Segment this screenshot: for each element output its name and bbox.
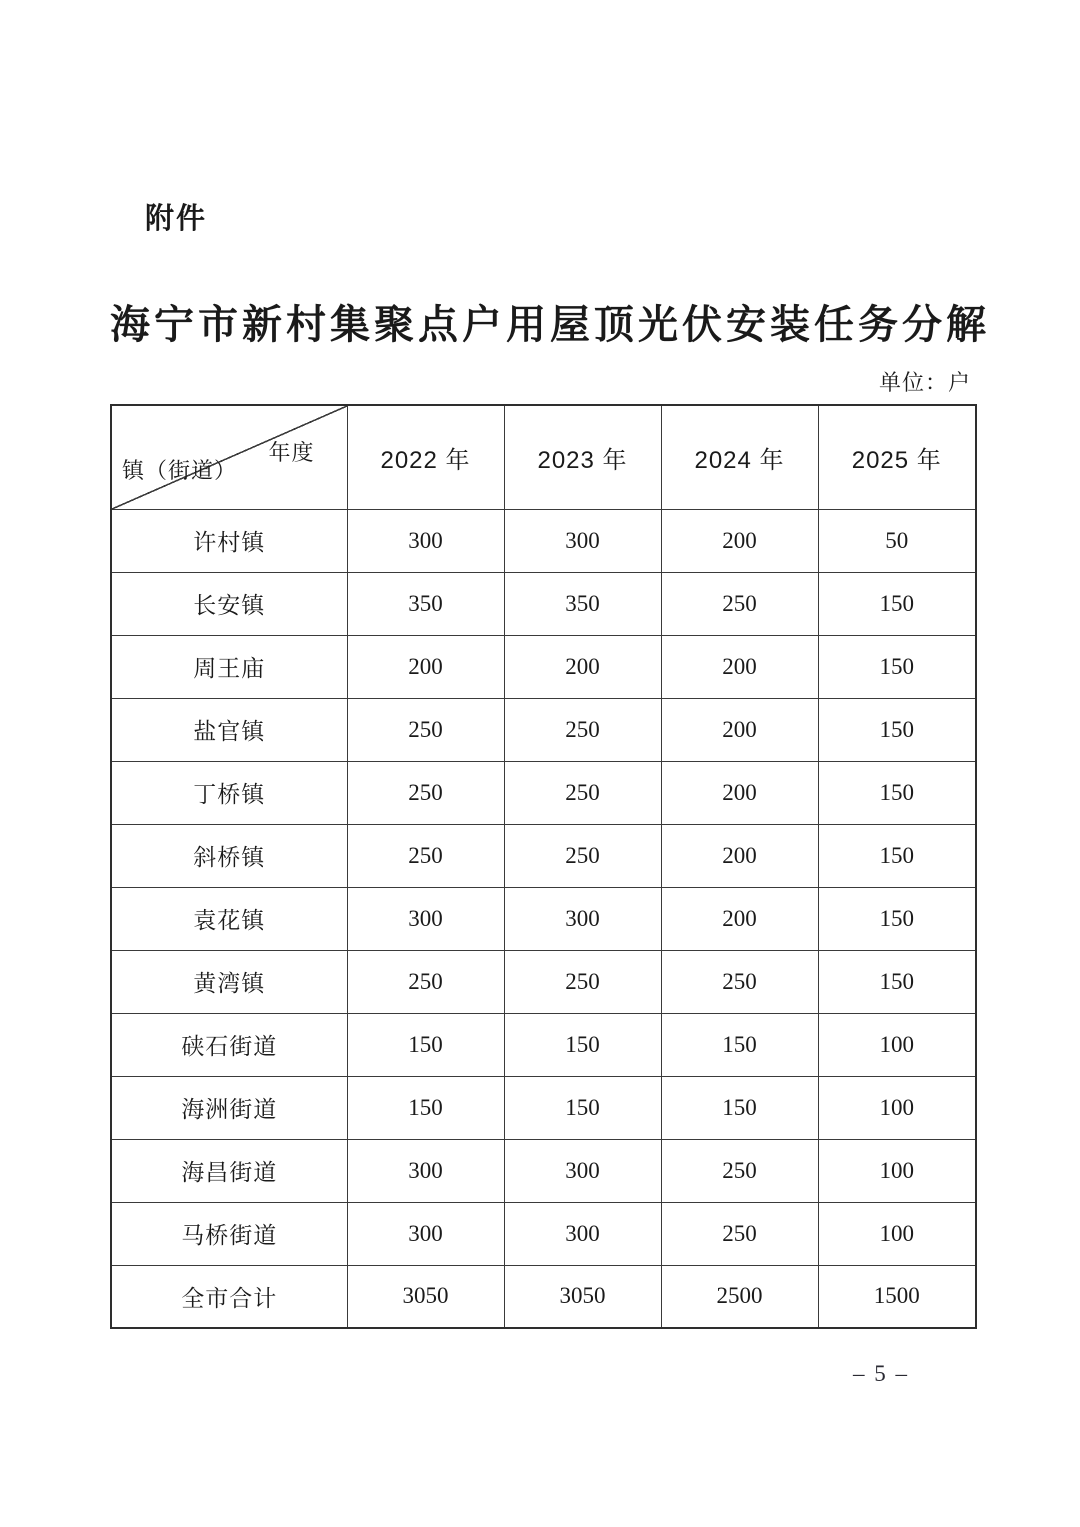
value-cell: 1500 [818, 1265, 976, 1328]
table-row [111, 1139, 976, 1202]
value-cell: 150 [818, 572, 976, 635]
value-cell: 250 [347, 824, 504, 887]
table-row [111, 824, 976, 887]
table-row [111, 761, 976, 824]
value-cell: 300 [347, 887, 504, 950]
value-cell: 150 [504, 1076, 661, 1139]
column-header-2022: 2022 年 [347, 405, 504, 509]
task-table [110, 404, 977, 1329]
row-label: 硖石街道 [111, 1013, 347, 1076]
value-cell: 200 [504, 635, 661, 698]
table-row [111, 635, 976, 698]
value-cell: 300 [504, 887, 661, 950]
value-cell: 250 [347, 761, 504, 824]
row-label: 海昌街道 [111, 1139, 347, 1202]
column-header-2025: 2025 年 [818, 405, 976, 509]
value-cell: 200 [661, 509, 818, 572]
attachment-label: 附件 [145, 203, 208, 235]
value-cell: 200 [661, 824, 818, 887]
table-row [111, 572, 976, 635]
value-cell: 150 [347, 1013, 504, 1076]
value-cell: 250 [504, 824, 661, 887]
value-cell: 150 [661, 1076, 818, 1139]
table-row [111, 509, 976, 572]
value-cell: 250 [504, 761, 661, 824]
row-label: 盐官镇 [111, 698, 347, 761]
page-number: – 5 – [853, 1361, 909, 1386]
row-label: 海洲街道 [111, 1076, 347, 1139]
row-label-total: 全市合计 [111, 1265, 347, 1328]
value-cell: 200 [661, 887, 818, 950]
value-cell: 300 [504, 1202, 661, 1265]
value-cell: 150 [661, 1013, 818, 1076]
value-cell: 200 [661, 761, 818, 824]
value-cell: 150 [818, 887, 976, 950]
value-cell: 100 [818, 1013, 976, 1076]
value-cell: 300 [504, 1139, 661, 1202]
value-cell: 100 [818, 1139, 976, 1202]
value-cell: 250 [504, 698, 661, 761]
value-cell: 150 [818, 761, 976, 824]
value-cell: 150 [818, 635, 976, 698]
row-label: 丁桥镇 [111, 761, 347, 824]
value-cell: 350 [504, 572, 661, 635]
value-cell: 300 [347, 1202, 504, 1265]
value-cell: 250 [661, 1202, 818, 1265]
table-row [111, 1013, 976, 1076]
value-cell: 350 [347, 572, 504, 635]
value-cell: 200 [347, 635, 504, 698]
column-header-2023: 2023 年 [504, 405, 661, 509]
value-cell: 150 [818, 824, 976, 887]
unit-label: 单位：户 [878, 370, 971, 395]
table-row [111, 950, 976, 1013]
corner-label-town: 镇（街道） [122, 457, 238, 483]
value-cell: 250 [661, 950, 818, 1013]
value-cell: 250 [661, 1139, 818, 1202]
value-cell: 3050 [504, 1265, 661, 1328]
value-cell: 300 [347, 1139, 504, 1202]
table-row [111, 1202, 976, 1265]
row-label: 黄湾镇 [111, 950, 347, 1013]
value-cell: 2500 [661, 1265, 818, 1328]
value-cell: 250 [661, 572, 818, 635]
row-label: 袁花镇 [111, 887, 347, 950]
column-header-2024: 2024 年 [661, 405, 818, 509]
value-cell: 150 [504, 1013, 661, 1076]
row-label: 许村镇 [111, 509, 347, 572]
row-label: 斜桥镇 [111, 824, 347, 887]
value-cell: 250 [347, 950, 504, 1013]
table-row-total [111, 1265, 976, 1328]
row-label: 周王庙 [111, 635, 347, 698]
value-cell: 50 [818, 509, 976, 572]
value-cell: 300 [347, 509, 504, 572]
row-label: 马桥街道 [111, 1202, 347, 1265]
value-cell: 200 [661, 635, 818, 698]
corner-label-year: 年度 [268, 440, 315, 465]
table-header-row [111, 405, 976, 509]
value-cell: 150 [818, 698, 976, 761]
value-cell: 100 [818, 1202, 976, 1265]
table-row [111, 887, 976, 950]
row-label: 长安镇 [111, 572, 347, 635]
page-title: 海宁市新村集聚点户用屋顶光伏安装任务分解 [110, 301, 990, 348]
value-cell: 200 [661, 698, 818, 761]
value-cell: 150 [347, 1076, 504, 1139]
value-cell: 150 [818, 950, 976, 1013]
value-cell: 100 [818, 1076, 976, 1139]
table-row [111, 1076, 976, 1139]
value-cell: 3050 [347, 1265, 504, 1328]
corner-cell [111, 405, 347, 509]
value-cell: 250 [347, 698, 504, 761]
value-cell: 250 [504, 950, 661, 1013]
value-cell: 300 [504, 509, 661, 572]
table-row [111, 698, 976, 761]
